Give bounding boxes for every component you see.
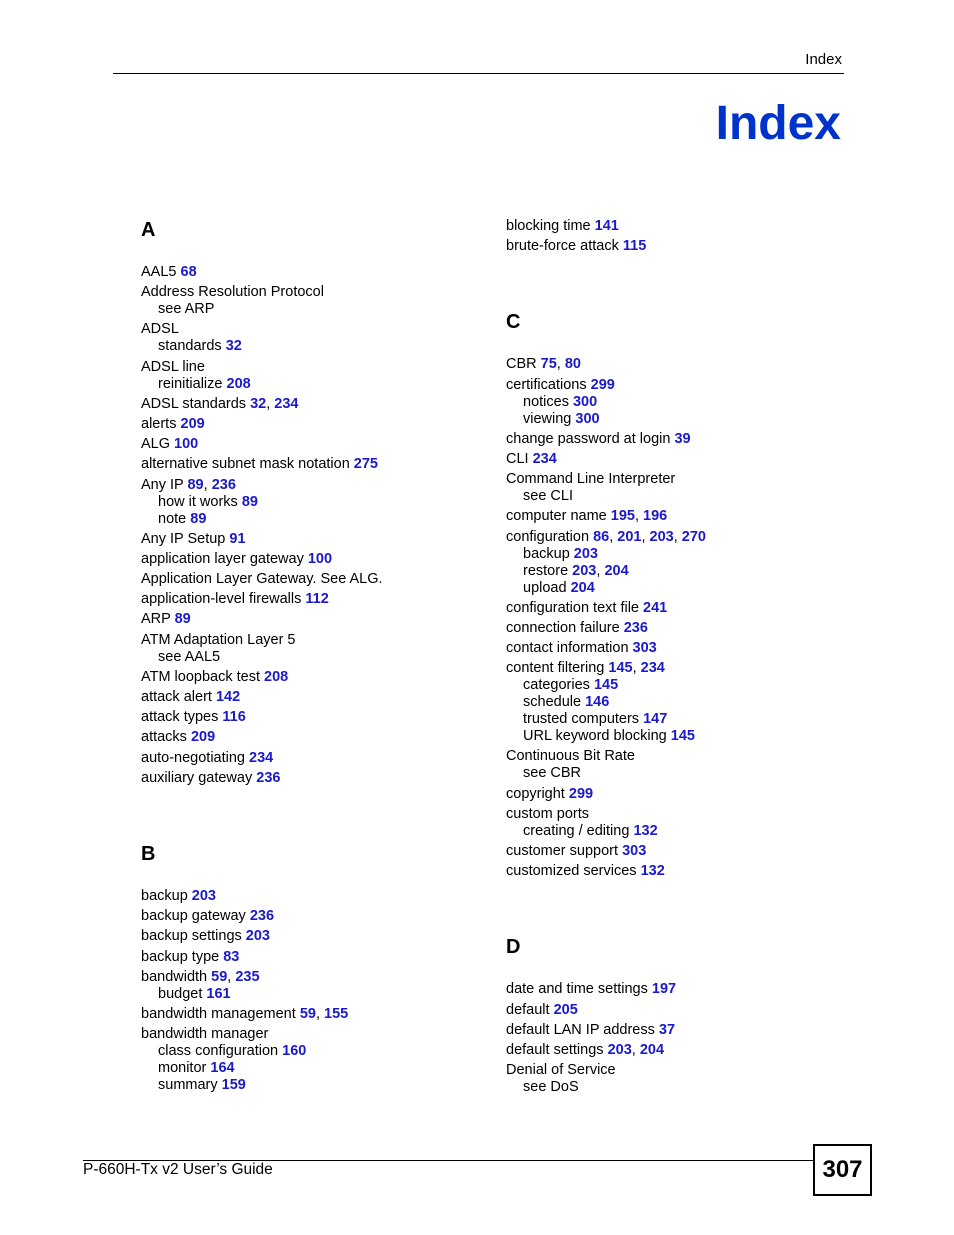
index-subentry <box>506 765 846 782</box>
page-link[interactable]: 91 <box>229 530 246 547</box>
page-number-box <box>813 1144 872 1196</box>
entry-text: creating / editing <box>523 822 630 839</box>
index-subentry <box>506 411 846 428</box>
entry-text: CBR <box>506 356 537 373</box>
entry-text: configuration text file <box>506 599 639 616</box>
index-entry-term <box>141 456 481 473</box>
page-link[interactable]: 59 <box>211 968 228 985</box>
index-entry <box>506 843 846 860</box>
index-entry-term <box>506 620 846 637</box>
index-entry <box>141 888 481 905</box>
index-entry <box>506 981 846 998</box>
page-link[interactable]: 155 <box>324 1005 349 1022</box>
page-link[interactable]: 270 <box>681 528 706 545</box>
index-entry-term <box>141 888 481 905</box>
index-entry-term <box>141 264 481 281</box>
index-column-right <box>506 218 846 1099</box>
entry-text: Any IP <box>141 476 184 493</box>
page-link[interactable]: 80 <box>564 356 581 373</box>
entry-text: copyright <box>506 785 565 802</box>
entry-text: summary <box>158 1077 218 1094</box>
index-entry <box>141 689 481 706</box>
entry-text: custom ports <box>506 805 589 822</box>
page-link[interactable]: 145 <box>608 660 633 677</box>
page-link[interactable]: 203 <box>649 528 674 545</box>
entry-text: bandwidth manager <box>141 1026 269 1043</box>
index-entry <box>506 1022 846 1039</box>
index-entry <box>141 321 481 355</box>
index-subentry <box>506 488 846 505</box>
index-entry <box>506 1062 846 1096</box>
index-subentry <box>141 1060 481 1077</box>
index-subentry <box>141 338 481 355</box>
index-entry-term: computer name 195, 196 <box>506 508 668 525</box>
page-link[interactable]: 201 <box>617 528 642 545</box>
index-entry <box>506 238 846 255</box>
page-link[interactable]: 234 <box>249 749 274 766</box>
entry-text: customer support <box>506 843 619 859</box>
index-entry-term <box>506 863 846 880</box>
index-entry-term <box>141 709 481 726</box>
entry-text: see ARP <box>158 301 215 318</box>
index-subentry <box>506 728 846 745</box>
entry-text: Address Resolution Protocol <box>141 284 324 301</box>
entry-text: attack types <box>141 709 219 726</box>
index-entry-term: bandwidth management 59, 155 <box>141 1005 349 1022</box>
page-link[interactable]: 159 <box>221 1077 246 1094</box>
index-subentry <box>141 494 481 511</box>
page-link[interactable]: 196 <box>643 508 668 525</box>
index-entry <box>506 640 846 657</box>
index-entry-term <box>506 377 846 394</box>
page-link[interactable]: 234 <box>274 395 299 412</box>
index-entry <box>141 969 481 1003</box>
section-letter-gap <box>141 242 481 264</box>
index-entry-term <box>141 1026 481 1043</box>
entry-text: Application Layer Gateway. See ALG. <box>141 571 383 588</box>
index-entry-term <box>506 218 846 235</box>
page-link[interactable]: 89 <box>190 510 207 527</box>
header-rule <box>113 73 844 74</box>
entry-text: backup <box>523 545 570 562</box>
index-entry <box>506 806 846 840</box>
entry-text: attacks <box>141 729 187 746</box>
page-link[interactable]: 275 <box>353 456 378 473</box>
page-link[interactable]: 197 <box>651 981 677 998</box>
index-subentry <box>141 511 481 528</box>
entry-text: ATM loopback test <box>141 668 261 685</box>
page-link[interactable]: 303 <box>632 640 657 657</box>
page-link[interactable]: 75 <box>540 356 557 373</box>
entry-text: reinitialize <box>158 375 223 392</box>
page-link[interactable]: 142 <box>215 689 241 705</box>
page-link[interactable]: 141 <box>594 218 619 234</box>
index-entry <box>141 709 481 726</box>
index-entry <box>506 786 846 803</box>
page-link[interactable]: 204 <box>639 1041 665 1058</box>
entry-text: categories <box>523 677 590 694</box>
index-entry <box>141 551 481 568</box>
entry-text: bandwidth <box>141 968 208 985</box>
index-entry-term <box>141 689 481 706</box>
index-entry <box>141 436 481 453</box>
page-link[interactable]: 132 <box>633 822 658 839</box>
page-link[interactable]: 205 <box>553 1001 578 1018</box>
index-subentry <box>506 580 846 597</box>
section-spacer <box>506 258 846 310</box>
index-entry-term <box>141 359 481 376</box>
index-entry <box>506 863 846 880</box>
page-link[interactable]: 59 <box>299 1005 316 1022</box>
index-entry-term <box>506 471 846 488</box>
page-link[interactable]: 236 <box>249 908 275 925</box>
index-subentry <box>141 986 481 1003</box>
index-subentry <box>141 376 481 393</box>
index-entry-term <box>141 669 481 686</box>
entry-text: backup settings <box>141 928 242 945</box>
page-link[interactable]: 112 <box>305 591 329 608</box>
index-entry-term <box>141 729 481 746</box>
section-letter-b: B <box>141 842 156 865</box>
page-link[interactable]: 32 <box>250 395 267 412</box>
page-link[interactable]: 195 <box>610 508 635 525</box>
page-link[interactable]: 234 <box>532 450 557 467</box>
entry-text: ALG <box>141 436 171 453</box>
page-link[interactable]: 132 <box>640 863 665 880</box>
index-entry <box>141 632 481 666</box>
page-link[interactable]: 299 <box>590 376 615 393</box>
index-entry <box>141 359 481 393</box>
entry-text: backup type <box>141 948 220 965</box>
index-entry-term <box>506 431 846 448</box>
entry-text: ADSL line <box>141 358 205 375</box>
index-subentry <box>141 649 481 666</box>
index-entry-term <box>141 416 481 433</box>
entry-text: default settings <box>506 1041 604 1058</box>
index-entry <box>141 611 481 628</box>
index-subentry <box>506 694 846 711</box>
entry-text: change password at login <box>506 430 671 447</box>
index-entry-term: ADSL standards 32, 234 <box>141 395 299 412</box>
page-link[interactable]: 86 <box>593 528 610 545</box>
section-spacer <box>506 883 846 935</box>
index-entry <box>506 660 846 745</box>
entry-text: content filtering <box>506 660 605 677</box>
index-entry <box>141 949 481 966</box>
entry-text: brute-force attack <box>506 238 619 255</box>
page-link[interactable]: 300 <box>575 410 600 427</box>
index-entry <box>506 529 846 597</box>
page-link[interactable]: 209 <box>180 415 205 432</box>
index-entry <box>506 471 846 505</box>
entry-text: bandwidth management <box>141 1005 296 1022</box>
page-link[interactable]: 236 <box>623 619 648 636</box>
page-link[interactable]: 209 <box>190 729 216 746</box>
index-entry <box>506 620 846 637</box>
page-link[interactable]: 68 <box>180 264 197 280</box>
entry-text: date and time settings <box>506 981 648 998</box>
index-entry <box>141 770 481 787</box>
page-number: 307 <box>822 1156 863 1183</box>
index-entry-term <box>506 786 846 803</box>
index-entry-term <box>141 750 481 767</box>
entry-text: CLI <box>506 450 529 467</box>
page-link[interactable]: 235 <box>235 968 260 985</box>
page-link[interactable]: 39 <box>674 430 691 447</box>
entry-text: trusted computers <box>523 711 640 728</box>
entry-text: restore <box>523 562 569 579</box>
page-link[interactable]: 146 <box>585 694 610 711</box>
index-subentry <box>506 711 846 728</box>
page-link[interactable]: 208 <box>226 375 251 392</box>
section-letter-gap <box>506 959 846 981</box>
entry-text: schedule <box>523 694 582 711</box>
entry-text: standards <box>158 338 222 355</box>
index-entry-term <box>141 551 481 568</box>
entry-text: URL keyword blocking <box>523 728 667 745</box>
index-entry <box>141 416 481 433</box>
index-entry <box>141 729 481 746</box>
section-letter-a: A <box>141 219 156 241</box>
index-subentry <box>141 301 481 318</box>
index-entry-term <box>141 770 481 787</box>
index-entry-term <box>506 600 846 617</box>
index-entry <box>506 431 846 448</box>
entry-text: application layer gateway <box>141 550 304 567</box>
index-column-left <box>141 218 481 1097</box>
page-link[interactable]: 203 <box>245 928 270 945</box>
index-entry <box>141 396 481 413</box>
index-entry-term <box>141 928 481 945</box>
page-link[interactable]: 236 <box>256 769 281 786</box>
index-entry <box>506 600 846 617</box>
entry-text: see DoS <box>523 1079 579 1096</box>
entry-text: see CLI <box>523 488 573 505</box>
index-entry <box>141 669 481 686</box>
page-link[interactable]: 115 <box>622 238 647 255</box>
index-entry-term: default settings 203, 204 <box>506 1041 665 1058</box>
section-spacer <box>141 790 481 842</box>
page-link[interactable]: 37 <box>658 1021 676 1038</box>
section-letter-c: C <box>506 311 521 334</box>
page-link[interactable]: 145 <box>593 677 619 694</box>
index-entry <box>506 1002 846 1019</box>
index-entry <box>141 591 481 608</box>
index-entry-term: CBR 75, 80 <box>506 356 581 373</box>
entry-text: backup <box>141 887 188 904</box>
entry-text: ARP <box>141 611 171 628</box>
entry-text: ADSL standards <box>141 395 247 412</box>
index-entry-term <box>141 949 481 966</box>
section-letter-gap <box>506 334 846 356</box>
page-link[interactable]: 116 <box>222 709 246 726</box>
index-entry-term <box>141 632 481 649</box>
index-entry-term <box>141 908 481 925</box>
index-subentry: restore 203, 204 <box>523 562 629 579</box>
page-link[interactable]: 203 <box>191 887 216 904</box>
index-entry <box>506 356 846 373</box>
index-entry-term <box>141 321 481 338</box>
page-link[interactable]: 241 <box>643 599 668 616</box>
index-entry-term <box>506 1002 846 1019</box>
index-entry-term <box>506 640 846 657</box>
index-entry-term <box>506 1022 846 1039</box>
index-entry <box>141 477 481 528</box>
entry-text: blocking time <box>506 218 591 234</box>
index-entry <box>141 928 481 945</box>
entry-text: alerts <box>141 415 177 432</box>
entry-text: upload <box>523 579 567 596</box>
index-subentry <box>506 1079 846 1096</box>
index-subentry <box>141 1077 481 1094</box>
entry-text: how it works <box>158 493 238 510</box>
index-entry <box>141 264 481 281</box>
page-link[interactable]: 236 <box>211 476 236 493</box>
index-entry <box>506 748 846 782</box>
page-link[interactable]: 203 <box>607 1041 632 1058</box>
page-link[interactable]: 100 <box>174 436 199 453</box>
page-link[interactable]: 203 <box>573 545 598 562</box>
index-entry-term <box>506 1062 846 1079</box>
index-entry <box>141 531 481 548</box>
entry-text: contact information <box>506 640 629 657</box>
page-link[interactable]: 160 <box>282 1043 307 1060</box>
entry-text: customized services <box>506 863 637 880</box>
entry-text: Command Line Interpreter <box>506 471 676 488</box>
index-entry-term: bandwidth 59, 235 <box>141 968 260 985</box>
page-link[interactable]: 89 <box>187 476 204 493</box>
page-link[interactable]: 299 <box>568 785 594 802</box>
page-link[interactable]: 204 <box>604 562 629 579</box>
index-entry-term <box>141 611 481 628</box>
index-entry <box>141 750 481 767</box>
index-entry <box>506 377 846 428</box>
entry-text: default LAN IP address <box>506 1021 655 1038</box>
index-entry-term: Any IP 89, 236 <box>141 476 236 493</box>
index-entry <box>141 456 481 473</box>
index-subentry <box>506 823 846 840</box>
entry-text: see CBR <box>523 765 582 782</box>
index-entry-term <box>141 436 481 453</box>
page-title: Index <box>715 97 841 150</box>
index-entry-term <box>141 531 481 548</box>
page-link[interactable]: 83 <box>223 948 240 965</box>
index-entry <box>506 508 846 525</box>
entry-text: default <box>506 1001 550 1018</box>
page-link[interactable]: 89 <box>241 493 258 510</box>
index-entry-term: configuration 86, 201, 203, 270 <box>506 528 706 545</box>
index-entry-term <box>506 843 846 860</box>
page-link[interactable]: 303 <box>622 843 647 859</box>
index-entry-term <box>141 591 481 608</box>
index-entry <box>141 908 481 925</box>
entry-text: attack alert <box>141 689 212 705</box>
index-subentry <box>506 394 846 411</box>
entry-text: Denial of Service <box>506 1062 616 1079</box>
index-entry <box>141 1026 481 1094</box>
page-link[interactable]: 147 <box>643 711 668 728</box>
index-entry-term <box>506 238 846 255</box>
page-link[interactable]: 145 <box>670 728 695 745</box>
index-entry-term <box>141 571 481 588</box>
entry-text: Any IP Setup <box>141 530 226 547</box>
entry-text: certifications <box>506 376 587 393</box>
page-link[interactable]: 204 <box>570 579 595 596</box>
entry-text: notices <box>523 393 569 410</box>
index-entry <box>141 1006 481 1023</box>
page-link[interactable]: 164 <box>210 1060 235 1077</box>
entry-text: budget <box>158 985 203 1002</box>
section-letter-d: D <box>506 936 521 959</box>
index-entry-term: content filtering 145, 234 <box>506 660 665 677</box>
index-subentry <box>506 546 846 563</box>
entry-text: auxiliary gateway <box>141 769 253 786</box>
entry-text: alternative subnet mask notation <box>141 456 350 473</box>
entry-text: class configuration <box>158 1043 279 1060</box>
page-link[interactable]: 203 <box>572 562 597 579</box>
page-link[interactable]: 208 <box>264 668 289 685</box>
entry-text: note <box>158 510 187 527</box>
index-entry-term <box>506 451 846 468</box>
entry-text: Continuous Bit Rate <box>506 748 635 765</box>
entry-text: ATM Adaptation Layer 5 <box>141 631 296 648</box>
entry-text: connection failure <box>506 619 620 636</box>
page-link[interactable]: 300 <box>572 393 598 410</box>
index-entry-term <box>506 748 846 765</box>
section-letter-gap <box>141 866 481 888</box>
entry-text: auto-negotiating <box>141 749 245 766</box>
entry-text: AAL5 <box>141 264 177 280</box>
footer-guide-title: P-660H-Tx v2 User’s Guide <box>83 1161 273 1178</box>
index-entry <box>506 218 846 235</box>
entry-text: configuration <box>506 528 590 545</box>
page-link[interactable]: 89 <box>174 611 191 628</box>
page-link[interactable]: 32 <box>225 338 242 355</box>
index-subentry <box>506 677 846 694</box>
entry-text: application-level firewalls <box>141 591 302 608</box>
index-entry <box>506 1042 846 1059</box>
page-link[interactable]: 100 <box>307 550 333 567</box>
entry-text: computer name <box>506 508 607 525</box>
page-link[interactable]: 234 <box>640 660 665 677</box>
entry-text: monitor <box>158 1060 207 1077</box>
index-entry-term <box>506 806 846 823</box>
index-entry-term <box>141 284 481 301</box>
index-subentry <box>141 1043 481 1060</box>
index-entry-term <box>506 981 846 998</box>
page-link[interactable]: 161 <box>206 985 231 1002</box>
index-entry <box>506 451 846 468</box>
index-entry <box>141 571 481 588</box>
entry-text: see AAL5 <box>158 648 221 665</box>
entry-text: backup gateway <box>141 908 246 925</box>
header-label: Index <box>805 51 842 68</box>
entry-text: ADSL <box>141 321 179 338</box>
index-entry <box>141 284 481 318</box>
entry-text: viewing <box>523 410 572 427</box>
